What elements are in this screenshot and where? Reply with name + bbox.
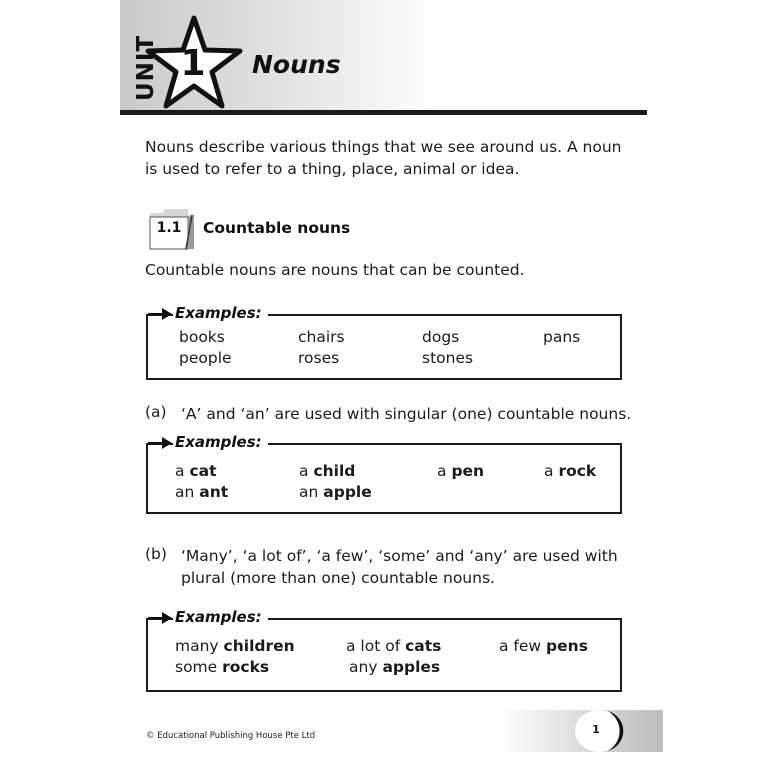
article: a (544, 462, 554, 480)
noun: children (223, 637, 295, 655)
noun: rocks (222, 658, 270, 676)
rule-text: ‘Many’, ‘a lot of’, ‘a few’, ‘some’ and ‘any’ are used with plural (more than one) countable nouns. (181, 547, 618, 587)
example-phrase (437, 462, 484, 480)
noun: apple (323, 483, 372, 501)
intro-paragraph: Nouns describe various things that we see around us. A noun is used to refer to a thing, place, animal or idea. (145, 138, 622, 178)
noun: ant (199, 483, 229, 501)
unit-number: 1 (180, 43, 206, 84)
rule-b (145, 545, 651, 589)
example-phrase (175, 462, 217, 480)
noun: apples (382, 658, 441, 676)
arrow-right-icon (148, 436, 172, 450)
quantifier: a lot of (346, 637, 401, 655)
examples-box-3 (146, 618, 622, 692)
example-word: roses (298, 349, 340, 367)
unit-label: UNIT (133, 34, 159, 101)
article: an (299, 483, 319, 501)
quantifier: a few (499, 637, 542, 655)
noun: cats (405, 637, 442, 655)
example-phrase (299, 483, 372, 501)
rule-a (145, 403, 645, 425)
section-description: Countable nouns are nouns that can be counted. (145, 261, 525, 279)
quantifier: some (175, 658, 218, 676)
example-word: books (179, 328, 225, 346)
arrow-right-icon (148, 307, 172, 321)
noun: rock (558, 462, 597, 480)
arrow-right-icon (148, 611, 172, 625)
noun: pens (546, 637, 588, 655)
rule-letter: (b) (145, 545, 167, 563)
noun: child (313, 462, 356, 480)
header-rule (120, 110, 647, 115)
examples-box-1 (146, 314, 622, 380)
quantifier: any (349, 658, 378, 676)
example-word: pans (543, 328, 581, 346)
example-phrase (544, 462, 596, 480)
page-title: Nouns (252, 50, 341, 79)
section-title: Countable nouns (203, 219, 351, 237)
noun: cat (189, 462, 217, 480)
examples-label: Examples: (173, 433, 268, 451)
example-word: dogs (422, 328, 460, 346)
example-phrase (346, 637, 441, 655)
example-phrase (175, 658, 269, 676)
example-phrase (349, 658, 440, 676)
examples-label: Examples: (173, 608, 268, 626)
example-phrase (175, 483, 228, 501)
article: a (299, 462, 309, 480)
rule-text: ‘A’ and ‘an’ are used with singular (one) countable nouns. (181, 405, 632, 423)
example-word: people (179, 349, 232, 367)
example-phrase (299, 462, 355, 480)
section-number: 1.1 (156, 220, 182, 236)
quantifier: many (175, 637, 219, 655)
copyright-notice: © Educational Publishing House Pte Ltd (146, 731, 316, 741)
article: an (175, 483, 195, 501)
article: a (175, 462, 185, 480)
example-phrase (499, 637, 588, 655)
example-phrase (175, 637, 295, 655)
examples-label: Examples: (173, 304, 268, 322)
rule-letter: (a) (145, 403, 167, 421)
noun: pen (451, 462, 485, 480)
example-word: stones (422, 349, 474, 367)
article: a (437, 462, 447, 480)
page-number: 1 (592, 723, 600, 736)
example-word: chairs (298, 328, 345, 346)
